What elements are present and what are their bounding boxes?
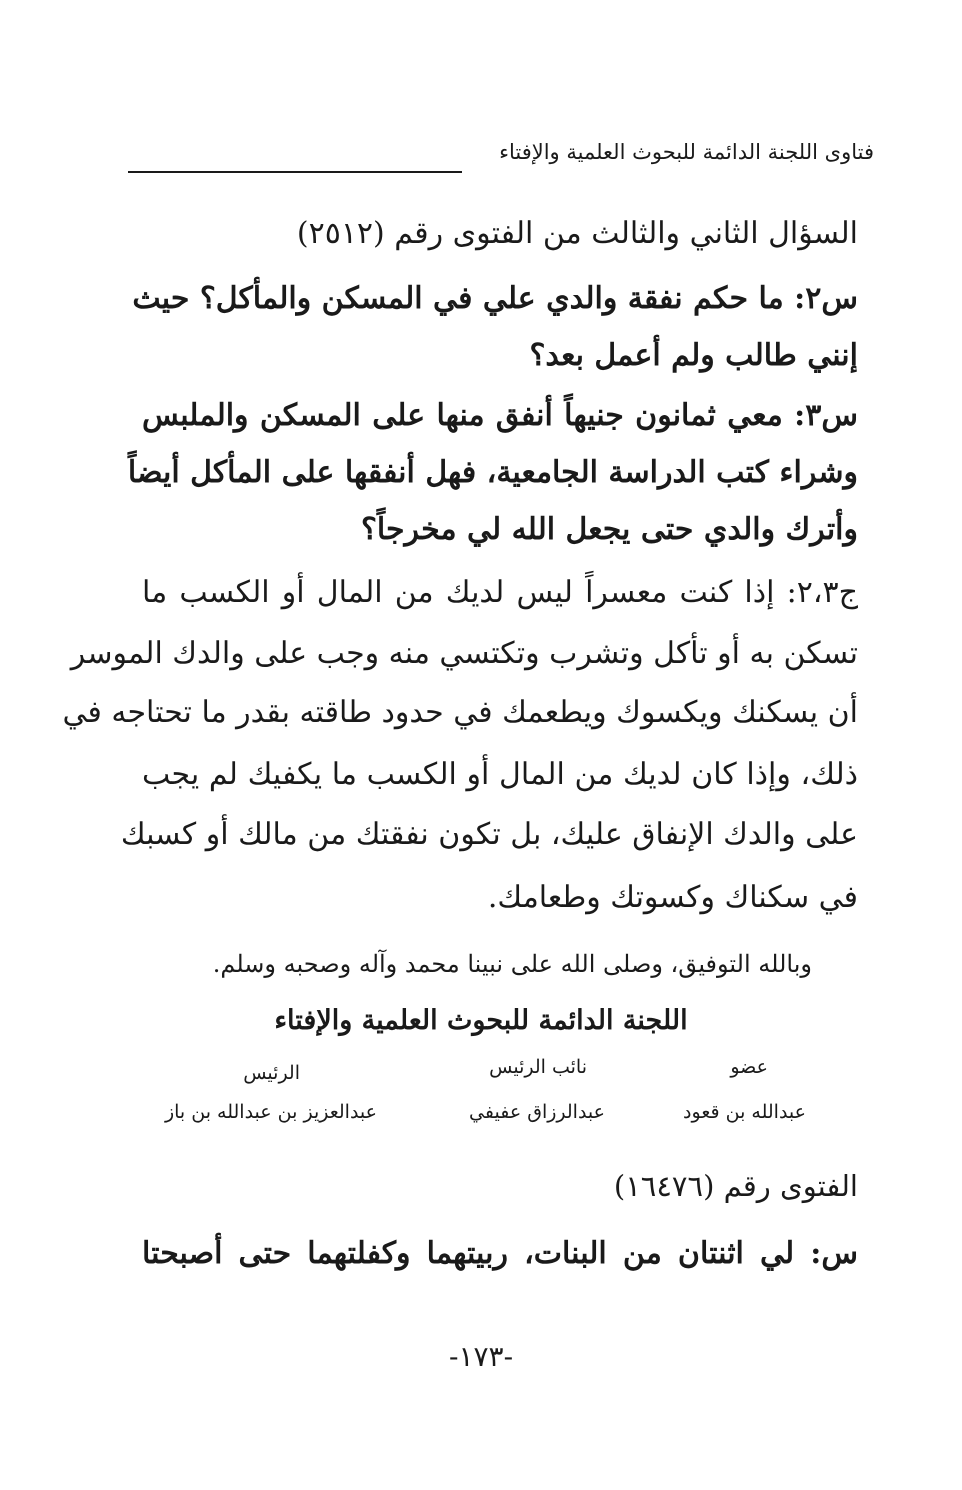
signatory-2-name: عبدالرزاق عفيفي — [469, 1101, 605, 1123]
page-number: -١٧٣- — [448, 1340, 514, 1373]
fatwa-16476-heading: الفتوى رقم (١٦٤٧٦) — [613, 1169, 858, 1203]
committee-name: اللجنة الدائمة للبحوث العلمية والإفتاء — [274, 1005, 688, 1036]
signatory-3-title: الرئيس — [243, 1062, 300, 1084]
fatwa-intro: السؤال الثاني والثالث من الفتوى رقم (٢٥١٢) — [296, 216, 858, 251]
answer-line-5: على والدك الإنفاق عليك، بل تكون نفقتك من مالك أو كسبك — [120, 817, 858, 852]
answer-line-3: أن يسكنك ويكسوك ويطعمك في حدود طاقته بقدر ما تحتاجه في — [62, 695, 858, 730]
header-rule — [128, 171, 462, 173]
answer-line-6: في سكناك وكسوتك وطعامك. — [487, 880, 858, 915]
answer-line-2: تسكن به أو تأكل وتشرب وتكتسي منه وجب على والدك الموسر — [70, 636, 858, 671]
signatory-1-name: عبدالله بن قعود — [683, 1101, 806, 1123]
running-header-title: فتاوى اللجنة الدائمة للبحوث العلمية والإفتاء — [499, 140, 874, 164]
question-2-line-2: إنني طالب ولم أعمل بعد؟ — [529, 338, 858, 373]
question-3-line-1: س٣: معي ثمانون جنيهاً أنفق منها على المسكن والملبس — [142, 398, 858, 433]
answer-line-4: ذلك، وإذا كان لديك من المال أو الكسب ما يكفيك لم يجب — [142, 757, 858, 792]
question-3-line-2: وشراء كتب الدراسة الجامعية، فهل أنفقها على المأكل أيضاً — [127, 455, 858, 490]
question-2-line-1: س٢: ما حكم نفقة والدي علي في المسكن والمأكل؟ حيث — [132, 281, 858, 316]
closing-line: وبالله التوفيق، وصلى الله على نبينا محمد وآله وصحبه وسلم. — [212, 950, 812, 978]
signatory-3-name: عبدالعزيز بن عبدالله بن باز — [164, 1101, 377, 1123]
question-3-line-3: وأترك والدي حتى يجعل الله لي مخرجاً؟ — [360, 512, 858, 547]
answer-line-1: ج٢،٣: إذا كنت معسراً ليس لديك من المال أو الكسب ما — [142, 575, 858, 610]
signatory-2-title: نائب الرئيس — [489, 1056, 587, 1078]
fatwa-16476-question: س: لي اثنتان من البنات، ربيتهما وكفلتهما حتى أصبحتا — [142, 1236, 858, 1271]
signatory-1-title: عضو — [730, 1056, 768, 1078]
